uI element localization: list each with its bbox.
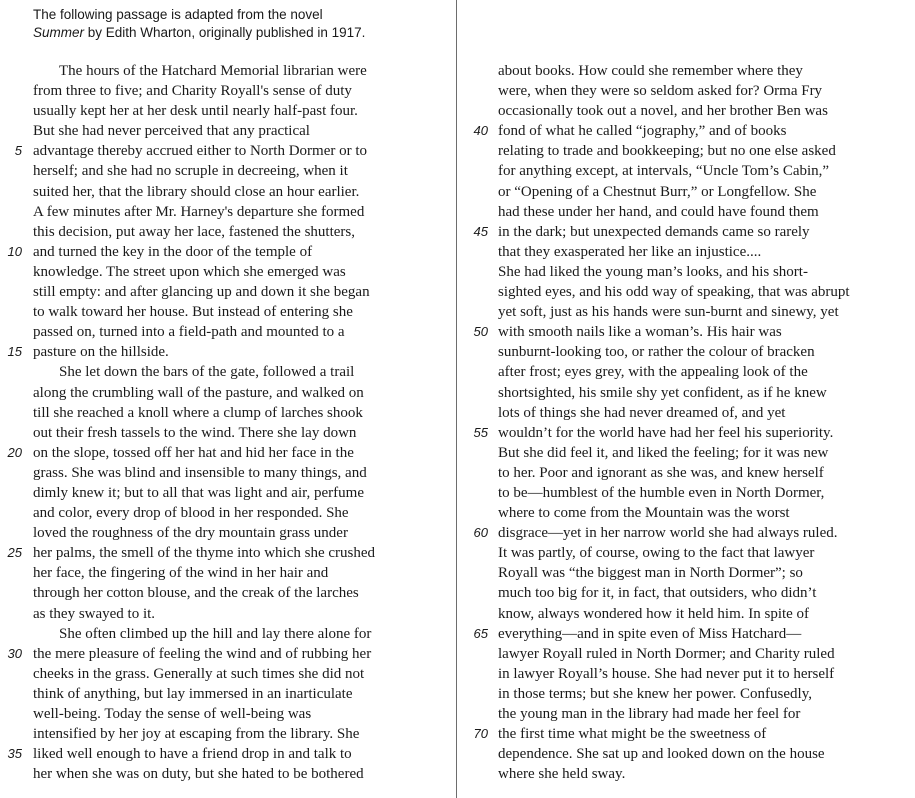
passage-line-text: the young man in the library had made her feel for [498,706,801,722]
passage-line [462,383,915,403]
passage-line [0,202,452,222]
passage-line-text: She let down the bars of the gate, followed a trail [59,364,355,381]
passage-line [0,764,452,784]
passage-line [0,262,452,282]
passage-line-text: from three to five; and Charity Royall's sense of duty [33,83,352,100]
passage-line-text: shortsighted, his smile shy yet confident, as if he knew [498,384,827,401]
passage-line-text: lawyer Royall ruled in North Dormer; and Charity ruled [498,645,835,662]
passage-line [462,242,915,262]
passage-line [0,463,452,483]
passage-line-text: Royall was “the biggest man in North Dormer”; so [498,565,803,582]
passage-line-text: yet soft, just as his hands were sun-burnt and sinewy, yet [498,304,839,321]
passage-line-text: But she did feel it, and liked the feeling; for it was new [498,444,829,461]
passage-line [462,202,915,222]
passage-line [462,121,915,141]
passage-line [462,141,915,161]
passage-line-text: She often climbed up the hill and lay there alone for [59,625,372,642]
passage-line-text: about books. How could she remember where they [498,63,803,79]
passage-line [462,604,915,624]
passage-line [0,383,452,403]
intro-line-2 [33,24,453,42]
passage-line-text: well-being. Today the sense of well-being was [33,706,312,722]
line-number: 70 [473,726,488,742]
passage-line [0,543,452,563]
passage-line [0,141,452,161]
passage-line [0,342,452,362]
passage-line [462,463,915,483]
passage-line [0,704,452,724]
line-number: 55 [473,424,488,440]
passage-line-text: to be—humblest of the humble even in North Dormer, [498,484,825,501]
column-divider [456,0,457,798]
passage-line-text: sunburnt-looking too, or rather the colour of bracken [498,344,815,361]
line-number: 30 [7,645,22,661]
passage-line-text: had these under her hand, and could have found them [498,203,819,220]
passage-line [462,503,915,523]
passage-line [462,443,915,463]
passage-line [462,724,915,744]
passage-line [462,262,915,282]
passage-line-text: her when she was on duty, but she hated to be bothered [33,766,364,783]
passage-line [462,161,915,181]
line-number: 25 [7,545,22,561]
passage-line [462,563,915,583]
passage-line-text: this decision, put away her lace, fastened the shutters, [33,223,355,240]
passage-line [0,242,452,262]
passage-line [462,483,915,503]
passage-line [0,724,452,744]
passage-line [0,423,452,443]
passage-line-text: for anything except, at intervals, “Uncle Tom’s Cabin,” [498,163,830,180]
passage-line-text: and color, every drop of blood in her responded. She [33,505,349,522]
passage-line [462,222,915,242]
passage-line-text: intensified by her joy at escaping from the library. She [33,726,360,743]
intro-line-2-rest: by Edith Wharton, originally published in 1917. [84,25,366,40]
passage-line [0,282,452,302]
passage-line-text: till she reached a knoll where a clump of larches shook [33,404,363,421]
line-number: 20 [7,444,22,460]
passage-line [0,443,452,463]
line-number: 60 [473,525,488,541]
passage-introduction [33,6,453,42]
passage-line [0,664,452,684]
passage-line-text: on the slope, tossed off her hat and hid her face in the [33,444,354,461]
passage-line [462,704,915,724]
passage-line [0,322,452,342]
passage-line-text: A few minutes after Mr. Harney's departure she formed [33,203,365,220]
passage-line-text: much too big for it, in fact, that outsiders, who didn’t [498,585,817,602]
passage-line-text: relating to trade and bookkeeping; but no one else asked [498,143,836,160]
passage-line [462,664,915,684]
passage-line [462,764,915,784]
intro-line-1: The following passage is adapted from the novel [33,7,323,22]
novel-title: Summer [33,25,85,40]
passage-line [462,101,915,121]
passage-line-text: in lawyer Royall’s house. She had never put it to herself [498,665,835,682]
passage-line [462,322,915,342]
passage-line-text: liked well enough to have a friend drop in and talk to [33,746,352,763]
passage-line-text: everything—and in spite even of Miss Hatchard— [498,625,802,642]
passage-line-text: with smooth nails like a woman’s. His hair was [498,324,782,341]
passage-line-text: It was partly, of course, owing to the fact that lawyer [498,545,815,562]
passage-line-text: where to come from the Mountain was the worst [498,505,790,522]
passage-line-text: occasionally took out a novel, and her brother Ben was [498,103,828,120]
passage-line [0,744,452,764]
passage-line [0,563,452,583]
passage-line [0,121,452,141]
passage-line-text: herself; and she had no scruple in decreeing, when it [33,163,348,180]
passage-right-column [462,61,915,784]
line-number: 45 [473,223,488,239]
passage-line-text: or “Opening of a Chestnut Burr,” or Longfellow. She [498,183,817,200]
line-number: 10 [7,243,22,259]
passage-line-text: were, when they were so seldom asked for? Orma Fry [498,83,823,100]
passage-line [462,61,915,81]
passage-line [0,302,452,322]
passage-line-text: She had liked the young man’s looks, and his short- [498,263,808,280]
line-number: 50 [473,324,488,340]
passage-line [462,81,915,101]
passage-line-text: The hours of the Hatchard Memorial librarian were [59,63,367,79]
passage-line-text: advantage thereby accrued either to North Dormer or to [33,143,368,160]
passage-line-text: grass. She was blind and insensible to many things, and [33,464,367,481]
passage-line [0,583,452,603]
passage-line-text: pasture on the hillside. [33,344,169,361]
passage-line [0,483,452,503]
passage-line [462,282,915,302]
passage-line-text: wouldn’t for the world have had her feel his superiority. [498,424,834,441]
passage-line [0,161,452,181]
passage-line-text: that they exasperated her like an injustice.... [498,243,762,260]
passage-line-text: and turned the key in the door of the temple of [33,243,313,260]
passage-line [0,624,452,644]
passage-line-text: cheeks in the grass. Generally at such times she did not [33,665,365,682]
passage-line-text: her face, the fingering of the wind in her hair and [33,565,329,582]
passage-line [462,423,915,443]
passage-line-text: the first time what might be the sweetness of [498,726,767,743]
passage-line-text: sighted eyes, and his odd way of speaking, that was abrupt [498,284,850,301]
passage-line [0,604,452,624]
passage-line [0,222,452,242]
passage-line [0,403,452,423]
passage-line-text: disgrace—yet in her narrow world she had always ruled. [498,525,838,542]
passage-line [0,684,452,704]
passage-line [462,182,915,202]
line-number: 15 [7,344,22,360]
passage-left-column [0,61,452,784]
passage-line-text: to walk toward her house. But instead of entering she [33,304,353,321]
passage-line-text: suited her, that the library should close an hour earlier. [33,183,360,200]
passage-line-text: along the crumbling wall of the pasture, and walked on [33,384,364,401]
passage-line [462,644,915,664]
passage-line [0,644,452,664]
passage-line-text: her palms, the smell of the thyme into which she crushed [33,545,376,562]
passage-line-text: in the dark; but unexpected demands came so rarely [498,223,810,240]
passage-line [0,182,452,202]
passage-line [462,624,915,644]
passage-line [462,403,915,423]
passage-line-text: fond of what he called “jography,” and of books [498,123,787,140]
passage-line [462,342,915,362]
passage-line-text: But she had never perceived that any practical [33,123,310,140]
passage-line-text: passed on, turned into a field-path and mounted to a [33,324,345,341]
passage-line-text: loved the roughness of the dry mountain grass under [33,525,348,542]
passage-line-text: after frost; eyes grey, with the appealing look of the [498,364,808,381]
passage-line-text: usually kept her at her desk until nearly half-past four. [33,103,358,120]
passage-line [462,302,915,322]
passage-line [462,523,915,543]
passage-line-text: dimly knew it; but to all that was light and air, perfume [33,484,364,501]
passage-line-text: the mere pleasure of feeling the wind and of rubbing her [33,645,372,662]
passage-line-text: still empty: and after glancing up and down it she began [33,284,370,301]
line-number: 40 [473,123,488,139]
passage-line-text: to her. Poor and ignorant as she was, and knew herself [498,464,824,481]
passage-line-text: out their fresh tassels to the wind. There she lay down [33,424,357,441]
passage-line [0,362,452,382]
passage-line [462,543,915,563]
line-number: 35 [7,746,22,762]
passage-line-text: in those terms; but she knew her power. Confusedly, [498,685,812,702]
passage-line [0,101,452,121]
passage-line [462,684,915,704]
passage-line-text: lots of things she had never dreamed of, and yet [498,404,786,421]
passage-line [0,81,452,101]
passage-line [462,362,915,382]
passage-line [462,583,915,603]
line-number: 65 [473,625,488,641]
passage-line-text: think of anything, but lay immersed in an inarticulate [33,685,353,702]
passage-line-text: knowledge. The street upon which she emerged was [33,263,346,280]
passage-line-text: know, always wondered how it held him. In spite of [498,605,810,622]
passage-line [0,503,452,523]
passage-line [462,744,915,764]
passage-line-text: where she held sway. [498,766,626,783]
passage-line-text: as they swayed to it. [33,605,156,622]
passage-line-text: dependence. She sat up and looked down on the house [498,746,825,763]
passage-line [0,523,452,543]
line-number: 5 [14,143,22,159]
passage-line-text: through her cotton blouse, and the creak of the larches [33,585,359,602]
passage-line [0,61,452,81]
